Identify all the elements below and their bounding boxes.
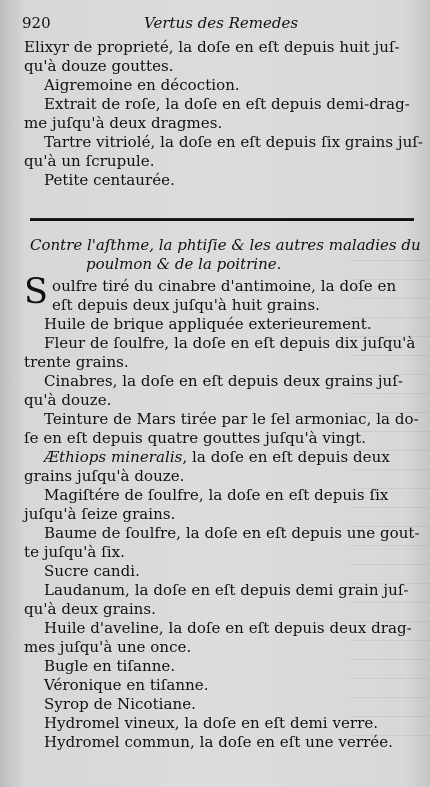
text-line: Bugle en tiſanne. (44, 657, 176, 675)
text-line: Véronique en tiſanne. (44, 676, 209, 694)
remedy-entry (24, 334, 416, 372)
text-line: mes juſqu'à une once. (24, 638, 192, 656)
page-number: 920 (22, 14, 51, 32)
remedy-entry (24, 714, 416, 733)
text-line: Petite centaurée. (44, 171, 175, 189)
text-line: oulfre tiré du cinabre d'antimoine, la doſe en (51, 277, 397, 295)
section-divider (30, 218, 414, 221)
remedy-entry (24, 676, 416, 695)
page-header (22, 14, 417, 36)
running-title: Vertus des Remedes (144, 14, 299, 32)
remedy-entry (24, 133, 424, 171)
text-line: eſt depuis deux juſqu'à huit grains. (51, 296, 320, 314)
remedy-entry (24, 448, 416, 486)
first-remedy-list (24, 38, 424, 190)
text-line: grains juſqu'à douze. (24, 467, 185, 485)
remedy-entry (24, 619, 416, 657)
text-line: Magiſtére de ſoulfre, la doſe en eſt depuis ſix (44, 486, 389, 504)
text-line: Teinture de Mars tirée par le ſel armoniac, la do- (44, 410, 419, 428)
remedy-entry (24, 315, 416, 334)
text-line (24, 448, 416, 467)
text-line: Fleur de ſoulfre, la doſe en eſt depuis dix juſqu'à (44, 334, 416, 352)
text-line: Huile d'aveline, la doſe en eſt depuis deux drag- (44, 619, 412, 637)
text-line: ſe en eſt depuis quatre gouttes juſqu'à vingt. (24, 429, 367, 447)
text-line: Aigremoine en décoction. (44, 76, 240, 94)
remedy-entry (24, 410, 419, 448)
remedy-entry (24, 372, 416, 410)
text-line: juſqu'à ſeize grains. (24, 505, 176, 523)
text-line: Baume de ſoulfre, la doſe en eſt depuis une gout- (44, 524, 420, 542)
latin-remedy-name: Æthiops mineralis (44, 448, 183, 466)
text-line: Hydromel vineux, la doſe en eſt demi verre. (44, 714, 379, 732)
text-line: Laudanum, la doſe en eſt depuis demi grain juſ- (44, 581, 409, 599)
text-fragment: , la doſe en eſt depuis deux (182, 448, 390, 466)
remedy-entry (24, 171, 416, 190)
text-line: trente grains. (24, 353, 129, 371)
text-line: qu'à douze gouttes. (24, 57, 174, 75)
remedy-entry (24, 486, 416, 524)
text-line: qu'à douze. (24, 391, 112, 409)
section-heading (30, 236, 421, 274)
text-line: Hydromel commun, la doſe en eſt une verrée. (44, 733, 393, 751)
section-heading-line: Contre l'aſthme, la phtiſie & les autres maladies du (30, 236, 421, 254)
text-line: qu'à un ſcrupule. (24, 152, 155, 170)
remedy-entry (24, 695, 416, 714)
drop-cap: S (24, 272, 48, 312)
section-heading-line: poulmon & de la poitrine. (86, 255, 282, 273)
text-line: me juſqu'à deux dragmes. (24, 114, 223, 132)
text-line: Sucre candi. (44, 562, 140, 580)
text-line: Syrop de Nicotiane. (44, 695, 196, 713)
text-line: qu'à deux grains. (24, 600, 156, 618)
remedy-entry (24, 272, 416, 315)
text-line: Tartre vitriolé, la doſe en eſt depuis ſix grains juſ- (44, 133, 424, 151)
remedy-entry (24, 524, 420, 562)
second-remedy-list (24, 272, 420, 752)
text-line: Extrait de roſe, la doſe en eſt depuis demi-drag- (44, 95, 410, 113)
text-line: Cinabres, la doſe en eſt depuis deux grains juſ- (44, 372, 403, 390)
remedy-entry (24, 562, 416, 581)
remedy-entry (24, 76, 416, 95)
remedy-entry (24, 581, 416, 619)
remedy-entry (24, 733, 416, 752)
remedy-entry (24, 95, 416, 133)
remedy-entry (24, 38, 416, 76)
text-line: te juſqu'à ſix. (24, 543, 125, 561)
text-line: Elixyr de proprieté, la doſe en eſt depuis huit juſ- (24, 38, 400, 56)
text-line: Huile de brique appliquée exterieurement. (44, 315, 372, 333)
remedy-entry (24, 657, 416, 676)
